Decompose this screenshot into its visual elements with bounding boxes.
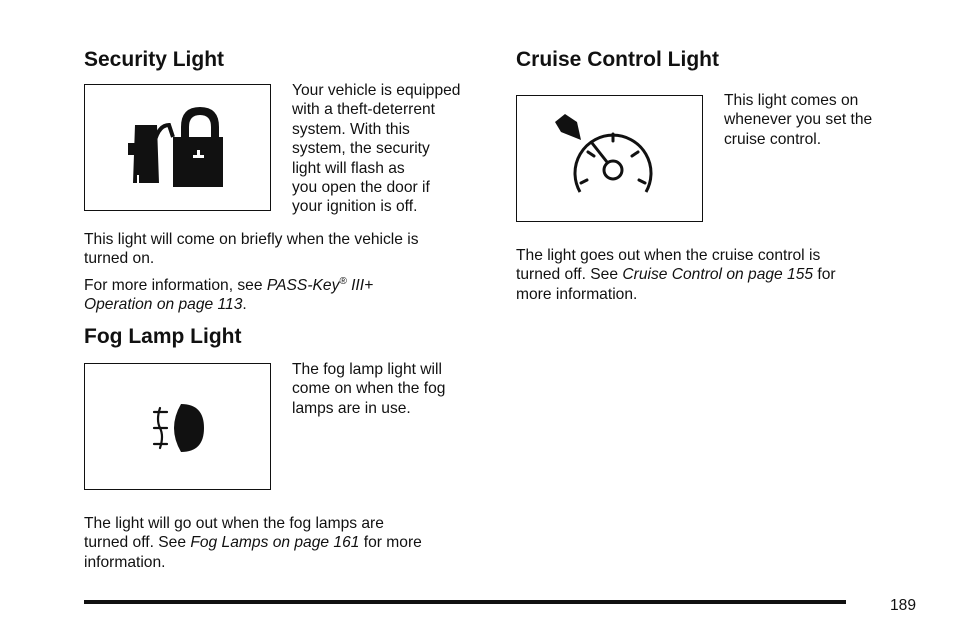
- fog-lamp-light-paragraph: [84, 514, 484, 572]
- text-line: turned on.: [84, 250, 155, 268]
- text-line: The light will go out when the fog lamps are: [84, 515, 384, 532]
- text-line: Your vehicle is equipped: [292, 82, 461, 99]
- text-line: you open the door if: [292, 179, 430, 197]
- text-line: whenever you set the: [724, 111, 873, 129]
- text-line: lamps are in use.: [292, 399, 411, 417]
- text-line: cruise control.: [724, 130, 822, 148]
- security-light-paragraph-1: [84, 230, 484, 269]
- cruise-speedometer-icon: [517, 96, 701, 220]
- security-lock-icon: [85, 85, 269, 209]
- fog-lamp-light-side-text: [292, 360, 492, 418]
- cruise-control-light-heading: Cruise Control Light: [516, 48, 719, 71]
- fog-lamps-reference-link[interactable]: Fog Lamps on page 161: [190, 534, 360, 552]
- pass-key-reference-link-cont[interactable]: Operation on page 113: [84, 296, 243, 314]
- text-line: This light will come on briefly when the vehicle is: [84, 231, 419, 248]
- fog-lamp-icon: [85, 364, 269, 488]
- security-light-side-text: [292, 81, 492, 217]
- security-light-heading: Security Light: [84, 48, 225, 71]
- text-line: The light goes out when the cruise control is: [516, 247, 821, 264]
- text-line: Operation on page 113.: [84, 296, 247, 314]
- security-light-icon-box: [84, 84, 271, 211]
- text-line: turned off. See Fog Lamps on page 161 for more: [84, 534, 422, 552]
- text-line: your ignition is off.: [292, 198, 418, 216]
- page-number: 189: [890, 597, 917, 614]
- text-line: This light comes on: [724, 92, 859, 109]
- pass-key-reference-link[interactable]: PASS-Key® III+: [266, 275, 374, 294]
- text-line: system. With this: [292, 120, 410, 138]
- text-line: For more information, see PASS-Key® III+: [84, 275, 374, 294]
- text-line: information.: [84, 553, 166, 571]
- fog-lamp-light-icon-box: [84, 363, 271, 490]
- text-line: light will flash as: [292, 159, 405, 177]
- text-line: come on when the fog: [292, 380, 446, 398]
- cruise-control-light-paragraph: [516, 246, 916, 304]
- text-line: The fog lamp light will: [292, 361, 442, 378]
- text-line: turned off. See Cruise Control on page 155 for: [516, 266, 836, 284]
- text-line: system, the security: [292, 140, 430, 158]
- text-line: more information.: [516, 285, 638, 303]
- cruise-control-light-icon-box: [516, 95, 703, 222]
- footer-rule: [84, 600, 846, 604]
- cruise-control-reference-link[interactable]: Cruise Control on page 155: [622, 266, 814, 284]
- cruise-control-light-side-text: [724, 91, 924, 149]
- security-light-paragraph-2: [84, 276, 484, 315]
- text-line: with a theft-deterrent: [292, 101, 436, 119]
- fog-lamp-light-heading: Fog Lamp Light: [84, 325, 242, 348]
